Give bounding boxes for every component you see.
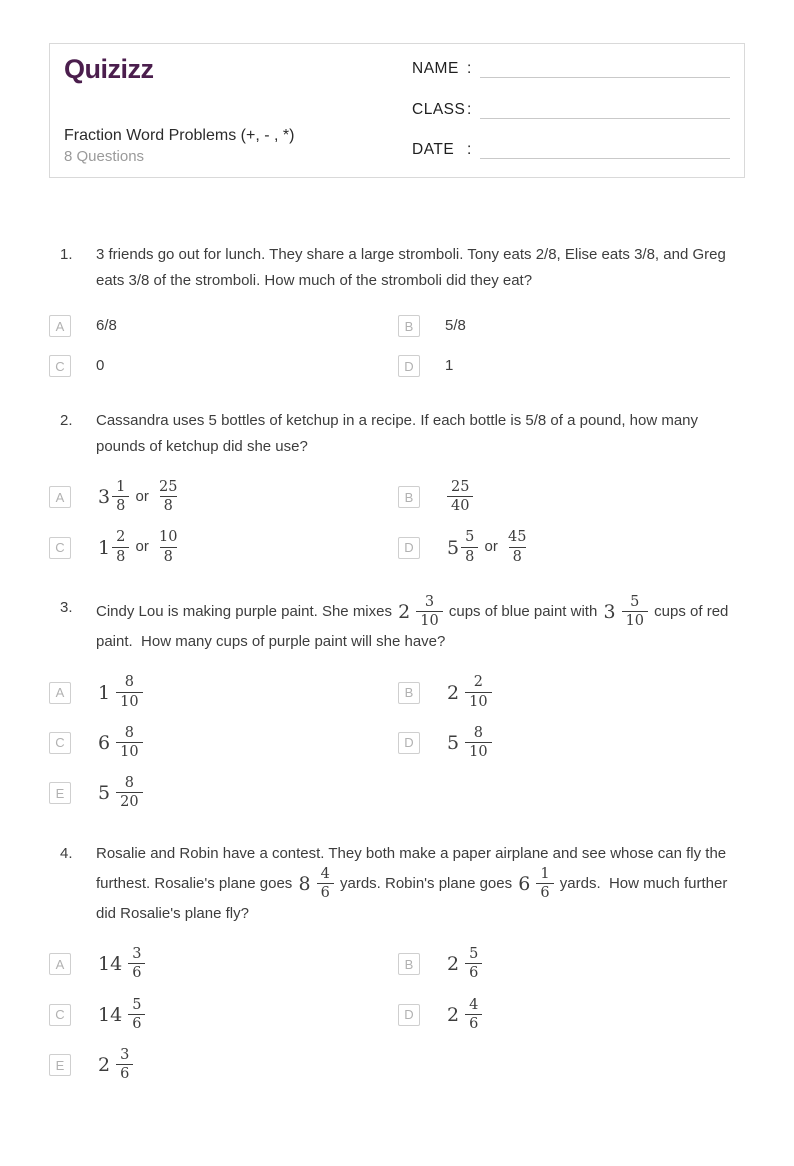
option-letter-box: B [398, 682, 420, 704]
question-4 [49, 841, 745, 1083]
option-D [398, 998, 745, 1032]
fraction-whole: 14 [98, 1003, 123, 1026]
fraction-numerator: 3 [120, 1046, 130, 1063]
fraction [112, 530, 129, 564]
fraction-numerator: 3 [132, 946, 142, 963]
options-grid [49, 947, 745, 1082]
text-segment: 6/8 [96, 317, 117, 334]
fraction-whole: 3 [98, 486, 111, 509]
fraction-denominator: 40 [447, 496, 473, 514]
option-value [96, 1048, 135, 1082]
text-segment: 5/8 [445, 317, 466, 334]
fraction-numerator: 4 [320, 865, 330, 882]
text-segment: 0 [96, 357, 105, 374]
option-C [49, 354, 398, 378]
text-segment: cups of red paint. How many cups of purple paint will she have? [96, 603, 733, 651]
fraction-denominator: 20 [116, 792, 142, 810]
fraction-whole: 6 [518, 872, 531, 895]
fraction-numerator: 25 [451, 479, 470, 495]
fraction-numerator: 2 [473, 674, 483, 691]
option-value [445, 947, 484, 981]
option-value [96, 675, 145, 709]
option-value [96, 998, 147, 1032]
option-value [445, 998, 484, 1032]
text-segment: or [480, 538, 503, 556]
option-letter-box: D [398, 355, 420, 377]
mixed-number [398, 595, 443, 629]
fraction-denominator: 6 [128, 1014, 145, 1032]
mixed-number [603, 595, 648, 629]
fraction [155, 480, 181, 514]
fraction [536, 867, 553, 901]
mixed-number [98, 530, 129, 564]
fraction [465, 947, 482, 981]
option-letter-box: A [49, 315, 71, 337]
fraction [622, 595, 648, 629]
option-B [398, 675, 745, 709]
option-letter-box: D [398, 732, 420, 754]
fraction-whole: 6 [98, 731, 111, 754]
fraction [465, 998, 482, 1032]
question-head [49, 595, 745, 655]
option-value [445, 354, 453, 378]
text-segment: 3 friends go out for lunch. They share a large stromboli. Tony eats 2/8, Elise eats 3/8, and Greg eats 3/8 of the stromboli. How much of the stromboli did they eat? [96, 246, 730, 289]
name-field [412, 60, 730, 78]
date-field-line [480, 142, 730, 159]
option-letter-box: E [49, 1054, 71, 1076]
fraction-numerator: 5 [469, 946, 479, 963]
mixed-number [504, 530, 530, 564]
question-head [49, 242, 745, 294]
question-text [96, 841, 745, 927]
mixed-number [447, 675, 492, 709]
fraction-numerator: 5 [132, 996, 142, 1013]
question-3 [49, 595, 745, 811]
option-E [49, 776, 398, 810]
fraction [116, 776, 142, 810]
class-field-label: CLASS [412, 100, 466, 118]
fraction-whole: 2 [447, 681, 460, 704]
option-letter-box: B [398, 486, 420, 508]
fraction-whole: 5 [98, 782, 111, 805]
fraction-whole: 3 [603, 601, 616, 624]
fraction-whole: 1 [98, 536, 111, 559]
fraction-denominator: 6 [465, 963, 482, 981]
date-field [412, 141, 730, 159]
question-number: 2. [60, 412, 73, 429]
question-text [96, 595, 745, 655]
fraction [128, 998, 145, 1032]
mixed-number [447, 998, 482, 1032]
fraction-denominator: 10 [465, 692, 491, 710]
text-segment: Cassandra uses 5 bottles of ketchup in a recipe. If each bottle is 5/8 of a pound, how many pounds of ketchup did she use? [96, 412, 703, 455]
option-value [96, 354, 104, 378]
quiz-info [64, 127, 294, 165]
fraction-denominator: 6 [128, 963, 145, 981]
option-value [96, 480, 183, 514]
fraction-numerator: 2 [116, 529, 126, 546]
mixed-number [518, 867, 553, 901]
fraction-numerator: 8 [124, 674, 134, 691]
option-D [398, 354, 745, 378]
worksheet-page [0, 43, 794, 1082]
option-value [445, 314, 466, 338]
option-value [96, 947, 147, 981]
text-segment: Rosalie and Robin have a contest. They both make a paper airplane and see whose can fly the furthest. Rosalie's plane goes [96, 844, 731, 892]
fraction-denominator: 8 [461, 547, 478, 565]
date-field-label: DATE [412, 141, 455, 158]
mixed-number [98, 675, 143, 709]
option-D [398, 726, 745, 760]
option-letter-box: B [398, 953, 420, 975]
fraction-whole: 2 [98, 1054, 111, 1077]
option-A [49, 947, 398, 981]
fraction-numerator: 8 [124, 775, 134, 792]
mixed-number [98, 998, 145, 1032]
fraction-whole: 1 [98, 681, 111, 704]
fraction-whole: 8 [298, 872, 311, 895]
option-letter-box: D [398, 537, 420, 559]
fraction-whole: 2 [447, 953, 460, 976]
options-grid [49, 314, 745, 378]
fraction-numerator: 5 [465, 529, 475, 546]
mixed-number [98, 776, 143, 810]
mixed-number [298, 867, 333, 901]
question-1 [49, 242, 745, 378]
fraction-numerator: 1 [116, 479, 126, 495]
option-letter-box: C [49, 1004, 71, 1026]
question-number: 4. [60, 844, 73, 862]
options-grid [49, 480, 745, 565]
fraction-numerator: 8 [124, 724, 134, 741]
fraction-denominator: 6 [116, 1064, 133, 1082]
name-field-colon: : [467, 60, 472, 77]
fraction-whole: 5 [447, 731, 460, 754]
fraction-denominator: 10 [416, 611, 442, 629]
mixed-number [447, 480, 473, 514]
text-segment: or [131, 488, 154, 506]
question-2 [49, 408, 745, 565]
text-segment: yards. Robin's plane goes [335, 874, 517, 892]
fraction-denominator: 8 [112, 496, 129, 514]
student-fields [412, 56, 730, 165]
option-D [398, 530, 745, 564]
mixed-number [98, 1048, 133, 1082]
fraction-numerator: 4 [469, 996, 479, 1013]
question-list [49, 242, 745, 1082]
text-segment: cups of blue paint with [444, 603, 602, 621]
fraction [128, 947, 145, 981]
fraction-denominator: 6 [317, 883, 334, 901]
mixed-number [98, 947, 145, 981]
option-value [445, 480, 475, 514]
option-letter-box: A [49, 682, 71, 704]
option-letter-box: D [398, 1004, 420, 1026]
fraction [504, 530, 530, 564]
class-field [412, 101, 730, 119]
fraction [116, 1048, 133, 1082]
option-C [49, 998, 398, 1032]
question-number: 1. [60, 246, 73, 263]
fraction-numerator: 5 [630, 593, 640, 610]
option-C [49, 530, 398, 564]
option-E [49, 1048, 398, 1082]
option-letter-box: C [49, 537, 71, 559]
fraction-whole: 2 [447, 1003, 460, 1026]
date-field-colon: : [467, 141, 472, 158]
fraction-numerator: 8 [473, 724, 483, 741]
fraction-numerator: 25 [159, 479, 178, 495]
fraction-denominator: 8 [160, 496, 177, 514]
class-field-colon: : [467, 100, 472, 118]
option-B [398, 480, 745, 514]
option-letter-box: C [49, 355, 71, 377]
option-A [49, 480, 398, 514]
fraction-denominator: 8 [509, 547, 526, 565]
question-text [96, 408, 745, 460]
quiz-title: Fraction Word Problems (+, - , *) [64, 127, 295, 144]
fraction [116, 726, 142, 760]
mixed-number [155, 480, 181, 514]
fraction-numerator: 3 [424, 593, 435, 610]
question-head [49, 408, 745, 460]
quizizz-logo: Quizizz [64, 54, 154, 84]
text-segment: Cindy Lou is making purple paint. She mixes [96, 603, 397, 621]
fraction-whole: 14 [98, 953, 123, 976]
options-grid [49, 675, 745, 810]
option-value [96, 776, 145, 810]
option-C [49, 726, 398, 760]
mixed-number [447, 726, 492, 760]
question-text [96, 242, 745, 294]
fraction [461, 530, 478, 564]
option-value [445, 675, 494, 709]
mixed-number [447, 530, 478, 564]
header-card [49, 43, 745, 178]
text-segment: 1 [445, 357, 454, 374]
mixed-number [98, 726, 143, 760]
text-segment: yards. How much further did Rosalie's plane fly? [96, 874, 732, 923]
class-field-line [480, 102, 730, 119]
option-value [445, 726, 494, 760]
option-letter-box: C [49, 732, 71, 754]
header-left [64, 56, 294, 165]
fraction-whole: 5 [447, 536, 460, 559]
option-value [96, 314, 117, 338]
fraction-denominator: 6 [465, 1014, 482, 1032]
option-letter-box: A [49, 953, 71, 975]
option-value [96, 726, 145, 760]
mixed-number [155, 530, 181, 564]
fraction-numerator: 1 [540, 865, 550, 882]
text-segment: or [131, 538, 154, 556]
question-number: 3. [60, 598, 73, 616]
fraction-denominator: 10 [465, 742, 491, 760]
mixed-number [447, 947, 482, 981]
fraction-denominator: 8 [160, 547, 177, 565]
fraction-numerator: 45 [508, 529, 527, 546]
option-A [49, 314, 398, 338]
fraction-numerator: 10 [159, 529, 178, 546]
fraction [317, 867, 334, 901]
option-A [49, 675, 398, 709]
option-letter-box: B [398, 315, 420, 337]
fraction [465, 675, 491, 709]
option-letter-box: A [49, 486, 71, 508]
fraction [447, 480, 473, 514]
mixed-number [98, 480, 129, 514]
fraction [116, 675, 142, 709]
name-field-label: NAME [412, 60, 459, 77]
fraction-denominator: 10 [116, 692, 142, 710]
fraction-denominator: 8 [112, 547, 129, 565]
fraction-whole: 2 [398, 601, 411, 624]
fraction [416, 595, 442, 629]
question-count: 8 Questions [64, 148, 145, 165]
option-B [398, 314, 745, 338]
fraction-denominator: 10 [622, 611, 648, 629]
option-B [398, 947, 745, 981]
fraction [112, 480, 129, 514]
fraction-denominator: 10 [116, 742, 142, 760]
option-letter-box: E [49, 782, 71, 804]
name-field-line [480, 61, 730, 78]
fraction-denominator: 6 [536, 883, 553, 901]
fraction [465, 726, 491, 760]
fraction [155, 530, 181, 564]
option-value [445, 530, 532, 564]
question-head [49, 841, 745, 927]
option-value [96, 530, 183, 564]
